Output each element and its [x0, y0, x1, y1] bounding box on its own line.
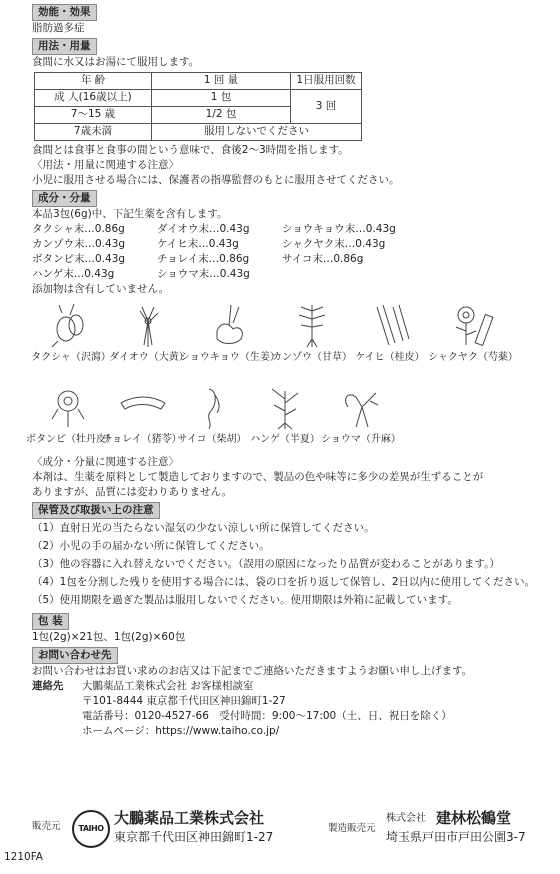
- root-illustration-icon: [44, 301, 98, 349]
- contact-website: ホームページ：https://www.taiho.co.jp/: [82, 725, 280, 737]
- herb-caption: カンゾウ（甘草）: [272, 352, 352, 363]
- herb-takusha: [32, 301, 110, 379]
- herb-illustrations-row1: [32, 301, 556, 379]
- ingredient-item: カンゾウ末…0.43g: [32, 238, 126, 250]
- root-illustration-icon: [122, 301, 176, 349]
- storage-item: （4）1包を分割した残りを使用する場合には、袋の口を折り返して保管し、2日以内に使用してください。: [32, 576, 536, 588]
- ingredients-list: [32, 222, 556, 282]
- contact-phone: 電話番号：0120-4527-66 受付時間：9:00～17:00（土、日、祝日を除く）: [82, 710, 452, 722]
- inquiry-intro: お問い合わせはお買い求めのお店又は下記までご連絡いただきますようお願い申し上げます。: [32, 665, 473, 677]
- herb-shakuyaku: [428, 301, 518, 379]
- ingredient-item: ショウマ末…0.43g: [157, 268, 250, 280]
- additive-note: 添加物は含有していません。: [32, 283, 170, 295]
- herb-caption: ショウマ（升麻）: [321, 434, 401, 445]
- ginger-illustration-icon: [203, 301, 257, 349]
- herb-saiko: [178, 383, 246, 455]
- herb-caption: チョレイ（猪苓）: [102, 434, 182, 445]
- package-header: 包 装: [32, 613, 69, 630]
- plant-illustration-icon: [258, 383, 312, 431]
- herb-shouma: [321, 383, 401, 455]
- ingredient-item: ダイオウ末…0.43g: [157, 223, 250, 235]
- herb-chorei: [102, 383, 182, 455]
- efficacy-text: 脂肪過多症: [32, 22, 85, 34]
- ingredient-item: ボタンピ末…0.43g: [32, 253, 126, 265]
- ingredient-item: ショウキョウ末…0.43g: [282, 223, 396, 235]
- seller-address: 東京都千代田区神田錦町1-27: [114, 830, 274, 844]
- ingredients-caution-header: 〈成分・分量に関連する注意〉: [32, 456, 179, 468]
- ingredients-caution-2: ありますが、品質には変わりありません。: [32, 486, 233, 498]
- herb-daiou: [110, 301, 188, 379]
- herb-caption: ダイオウ（大黄）: [109, 352, 189, 363]
- usage-note: 食間とは食事と食事の間という意味で、食後2～3時間を指します。: [32, 144, 349, 156]
- herb-botanpi: [26, 383, 116, 455]
- herb-caption: ショウキョウ（生姜）: [180, 352, 280, 363]
- footer: [0, 808, 560, 848]
- row-child-age: 7～15 歳: [35, 107, 152, 124]
- ingredient-item: シャクヤク末…0.43g: [282, 238, 386, 250]
- root-illustration-icon: [185, 383, 239, 431]
- herb-kanzou: [272, 301, 352, 379]
- flower-illustration-icon: [446, 301, 500, 349]
- contact-company: 大鵬薬品工業株式会社 お客様相談室: [82, 680, 254, 692]
- herb-keihi: [352, 301, 428, 379]
- usage-header: 用法・用量: [32, 38, 97, 55]
- contact-block: [32, 679, 556, 739]
- maker-prefix: 株式会社: [386, 813, 426, 824]
- seller-label: 販売元: [32, 821, 61, 832]
- ingredient-item: サイコ末…0.86g: [282, 253, 364, 265]
- seller-name: 大鵬薬品工業株式会社: [114, 809, 265, 827]
- ingredient-item: ケイヒ末…0.43g: [157, 238, 239, 250]
- taiho-logo: TAIHO: [72, 810, 110, 848]
- row-infant-age: 7歳未満: [35, 124, 152, 141]
- storage-item: （1）直射日光の当たらない湿気の少ない涼しい所に保管してください。: [32, 522, 375, 534]
- ingredients-caution-1: 本剤は、生薬を原料として製造しておりますので、製品の色や味等に多少の差異が生ずることが: [32, 471, 484, 483]
- plant-illustration-icon: [334, 383, 388, 431]
- ingredient-item: タクシャ末…0.86g: [32, 223, 125, 235]
- row-child-dose: 1/2 包: [152, 107, 291, 124]
- storage-list: [32, 521, 556, 611]
- fungus-illustration-icon: [115, 383, 169, 431]
- contact-label: 連絡先: [32, 680, 64, 692]
- row-adult-dose: 1 包: [152, 90, 291, 107]
- storage-item: （5）使用期限を過ぎた製品は服用しないでください。使用期限は外箱に記載しています。: [32, 594, 458, 606]
- herb-caption: シャクヤク（芍薬）: [428, 352, 518, 363]
- usage-caution-header: 〈用法・用量に関連する注意〉: [32, 159, 179, 171]
- plant-illustration-icon: [285, 301, 339, 349]
- package-text: 1包(2g)×21包、1包(2g)×60包: [32, 631, 186, 643]
- maker-address: 埼玉県戸田市戸田公園3-7: [386, 830, 526, 844]
- storage-item: （2）小児の手の届かない所に保管してください。: [32, 540, 270, 552]
- herb-illustrations-row2: [26, 383, 556, 455]
- herb-caption: ケイヒ（桂皮）: [355, 352, 425, 363]
- usage-intro: 食間に水又はお湯にて服用します。: [32, 56, 200, 68]
- bark-illustration-icon: [363, 301, 417, 349]
- storage-header: 保管及び取扱い上の注意: [32, 502, 160, 519]
- col-dose: 1 回 量: [152, 73, 291, 90]
- document-code: 1210FA: [4, 851, 43, 863]
- contact-address: 〒101-8444 東京都千代田区神田錦町1-27: [82, 695, 286, 707]
- inquiry-header: お問い合わせ先: [32, 647, 118, 664]
- col-age: 年 齢: [35, 73, 152, 90]
- ingredient-item: ハンゲ末…0.43g: [32, 268, 115, 280]
- ingredients-header: 成分・分量: [32, 190, 97, 207]
- herb-caption: ボタンピ（牡丹皮）: [26, 434, 116, 445]
- herb-caption: ハンゲ（半夏）: [250, 434, 320, 445]
- row-adult-age: 成 人(16歳以上): [35, 90, 152, 107]
- usage-caution: 小児に服用させる場合には、保護者の指導監督のもとに服用させてください。: [32, 174, 400, 186]
- herb-hange: [246, 383, 324, 455]
- herb-caption: タクシャ（沢瀉）: [31, 352, 111, 363]
- times-cell: 3 回: [291, 90, 362, 124]
- maker-name: 建林松鶴堂: [436, 809, 512, 827]
- dosage-table: [34, 72, 362, 141]
- herb-shoukyou: [180, 301, 280, 379]
- row-infant-dose: 服用しないでください: [152, 124, 362, 141]
- maker-label: 製造販売元: [328, 823, 376, 834]
- efficacy-header: 効能・効果: [32, 4, 97, 21]
- flower-illustration-icon: [44, 383, 98, 431]
- storage-item: （3）他の容器に入れ替えないでください。（誤用の原因になったり品質が変わることがあります。）: [32, 558, 500, 570]
- ingredient-item: チョレイ末…0.86g: [157, 253, 250, 265]
- col-times: 1日服用回数: [291, 73, 362, 90]
- ingredients-intro: 本品3包(6g)中、下記生薬を含有します。: [32, 208, 228, 220]
- herb-caption: サイコ（柴胡）: [177, 434, 247, 445]
